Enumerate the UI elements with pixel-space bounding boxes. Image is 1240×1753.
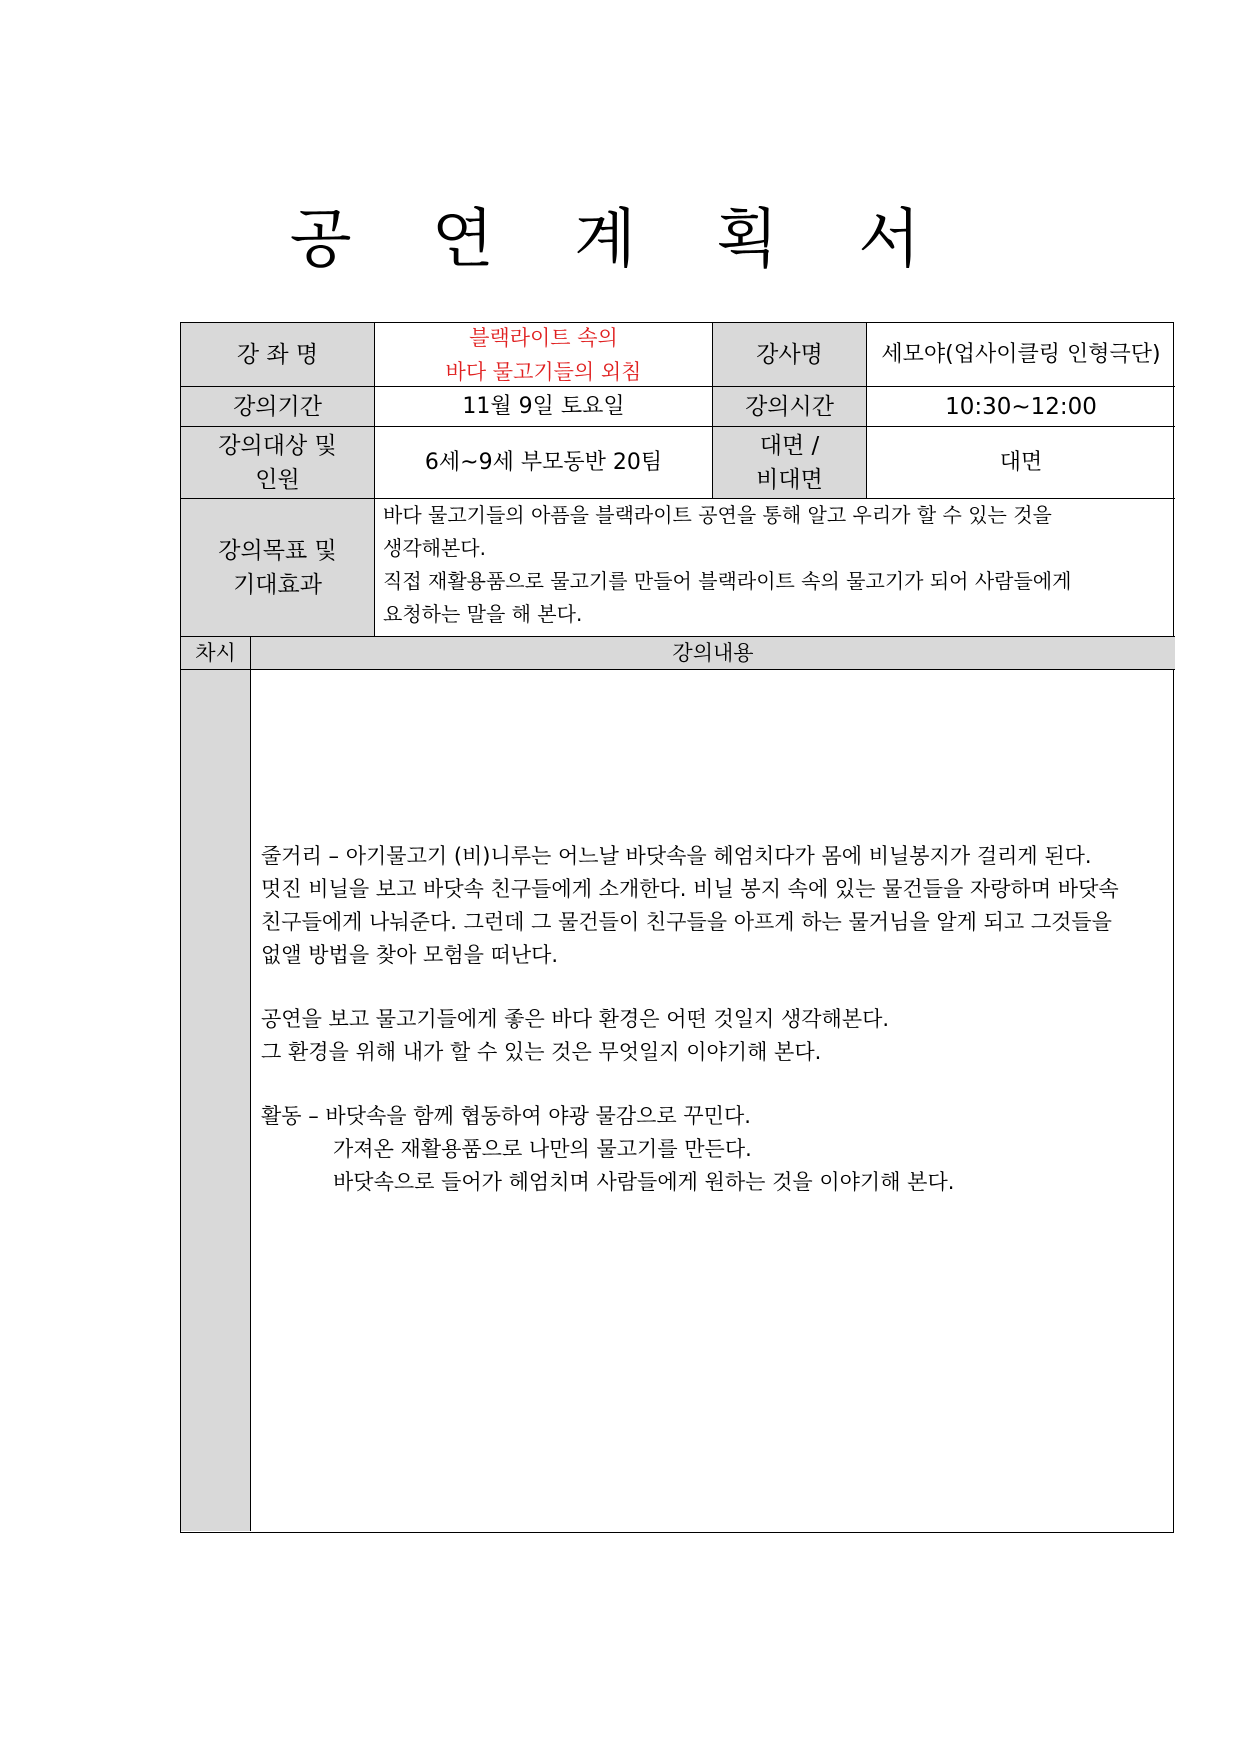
activity-line: 바닷속으로 들어가 헤엄치며 사람들에게 원하는 것을 이야기해 본다. <box>333 1170 955 1194</box>
document-title: 공 연 계 획 서 <box>289 203 951 277</box>
period-label: 강의기간 <box>181 387 375 427</box>
course-name-value <box>375 323 713 387</box>
course-name-label: 강 좌 명 <box>181 323 375 387</box>
synopsis-line: 멋진 비닐을 보고 바닷속 친구들에게 소개한다. 비닐 봉지 속에 있는 물건들을 자랑하며 바닷속 <box>261 877 1119 901</box>
goal-line: 바다 물고기들의 아픔을 블랙라이트 공연을 통해 알고 우리가 할 수 있는 것을 <box>383 503 1052 527</box>
instructor-label: 강사명 <box>713 323 867 387</box>
activity-paragraph <box>261 1100 1167 1199</box>
lecture-content <box>251 670 1175 1534</box>
course-name-line1: 블랙라이트 속의 <box>469 325 618 350</box>
mode-label <box>713 427 867 499</box>
activity-line: 활동 – 바닷속을 함께 협동하여 야광 물감으로 꾸민다. <box>261 1104 751 1128</box>
goal-line: 생각해본다. <box>383 536 486 560</box>
activity-line: 가져온 재활용품으로 나만의 물고기를 만든다. <box>333 1137 752 1161</box>
goal-value <box>375 499 1175 637</box>
reflection-line: 공연을 보고 물고기들에게 좋은 바다 환경은 어떤 것일지 생각해본다. <box>261 1007 890 1031</box>
session-label: 차시 <box>181 637 251 670</box>
reflection-line: 그 환경을 위해 내가 할 수 있는 것은 무엇일지 이야기해 본다. <box>261 1040 822 1064</box>
period-value: 11월 9일 토요일 <box>375 387 713 427</box>
goal-label <box>181 499 375 637</box>
target-value: 6세~9세 부모동반 20팀 <box>375 427 713 499</box>
goal-line: 직접 재활용품으로 물고기를 만들어 블랙라이트 속의 물고기가 되어 사람들에게 <box>383 569 1072 593</box>
synopsis-line: 친구들에게 나눠준다. 그런데 그 물건들이 친구들을 아프게 하는 물거님을 알게 되고 그것들을 <box>261 910 1112 934</box>
session-column <box>181 670 251 1531</box>
course-name-line2: 바다 물고기들의 외침 <box>445 359 642 384</box>
goal-label-line2: 기대효과 <box>233 571 322 598</box>
target-label-line2: 인원 <box>255 466 300 493</box>
target-label-line1: 강의대상 및 <box>218 432 337 459</box>
time-value: 10:30~12:00 <box>867 387 1175 427</box>
synopsis-line: 없앨 방법을 찾아 모험을 떠난다. <box>261 943 559 967</box>
goal-line: 요청하는 말을 해 본다. <box>383 602 583 626</box>
goal-label-line1: 강의목표 및 <box>218 537 337 564</box>
time-label: 강의시간 <box>713 387 867 427</box>
instructor-value: 세모야(업사이클링 인형극단) <box>867 323 1175 387</box>
mode-value: 대면 <box>867 427 1175 499</box>
mode-label-line1: 대면 / <box>759 432 820 459</box>
mode-label-line2: 비대면 <box>756 466 823 493</box>
synopsis-line: 줄거리 – 아기물고기 (비)니루는 어느날 바닷속을 헤엄치다가 몸에 비닐봉지가 걸리게 된다. <box>261 844 1092 868</box>
content-label: 강의내용 <box>251 637 1175 670</box>
target-label <box>181 427 375 499</box>
plan-table <box>180 322 1174 1533</box>
synopsis-paragraph <box>261 840 1167 972</box>
reflection-paragraph <box>261 1003 1167 1069</box>
